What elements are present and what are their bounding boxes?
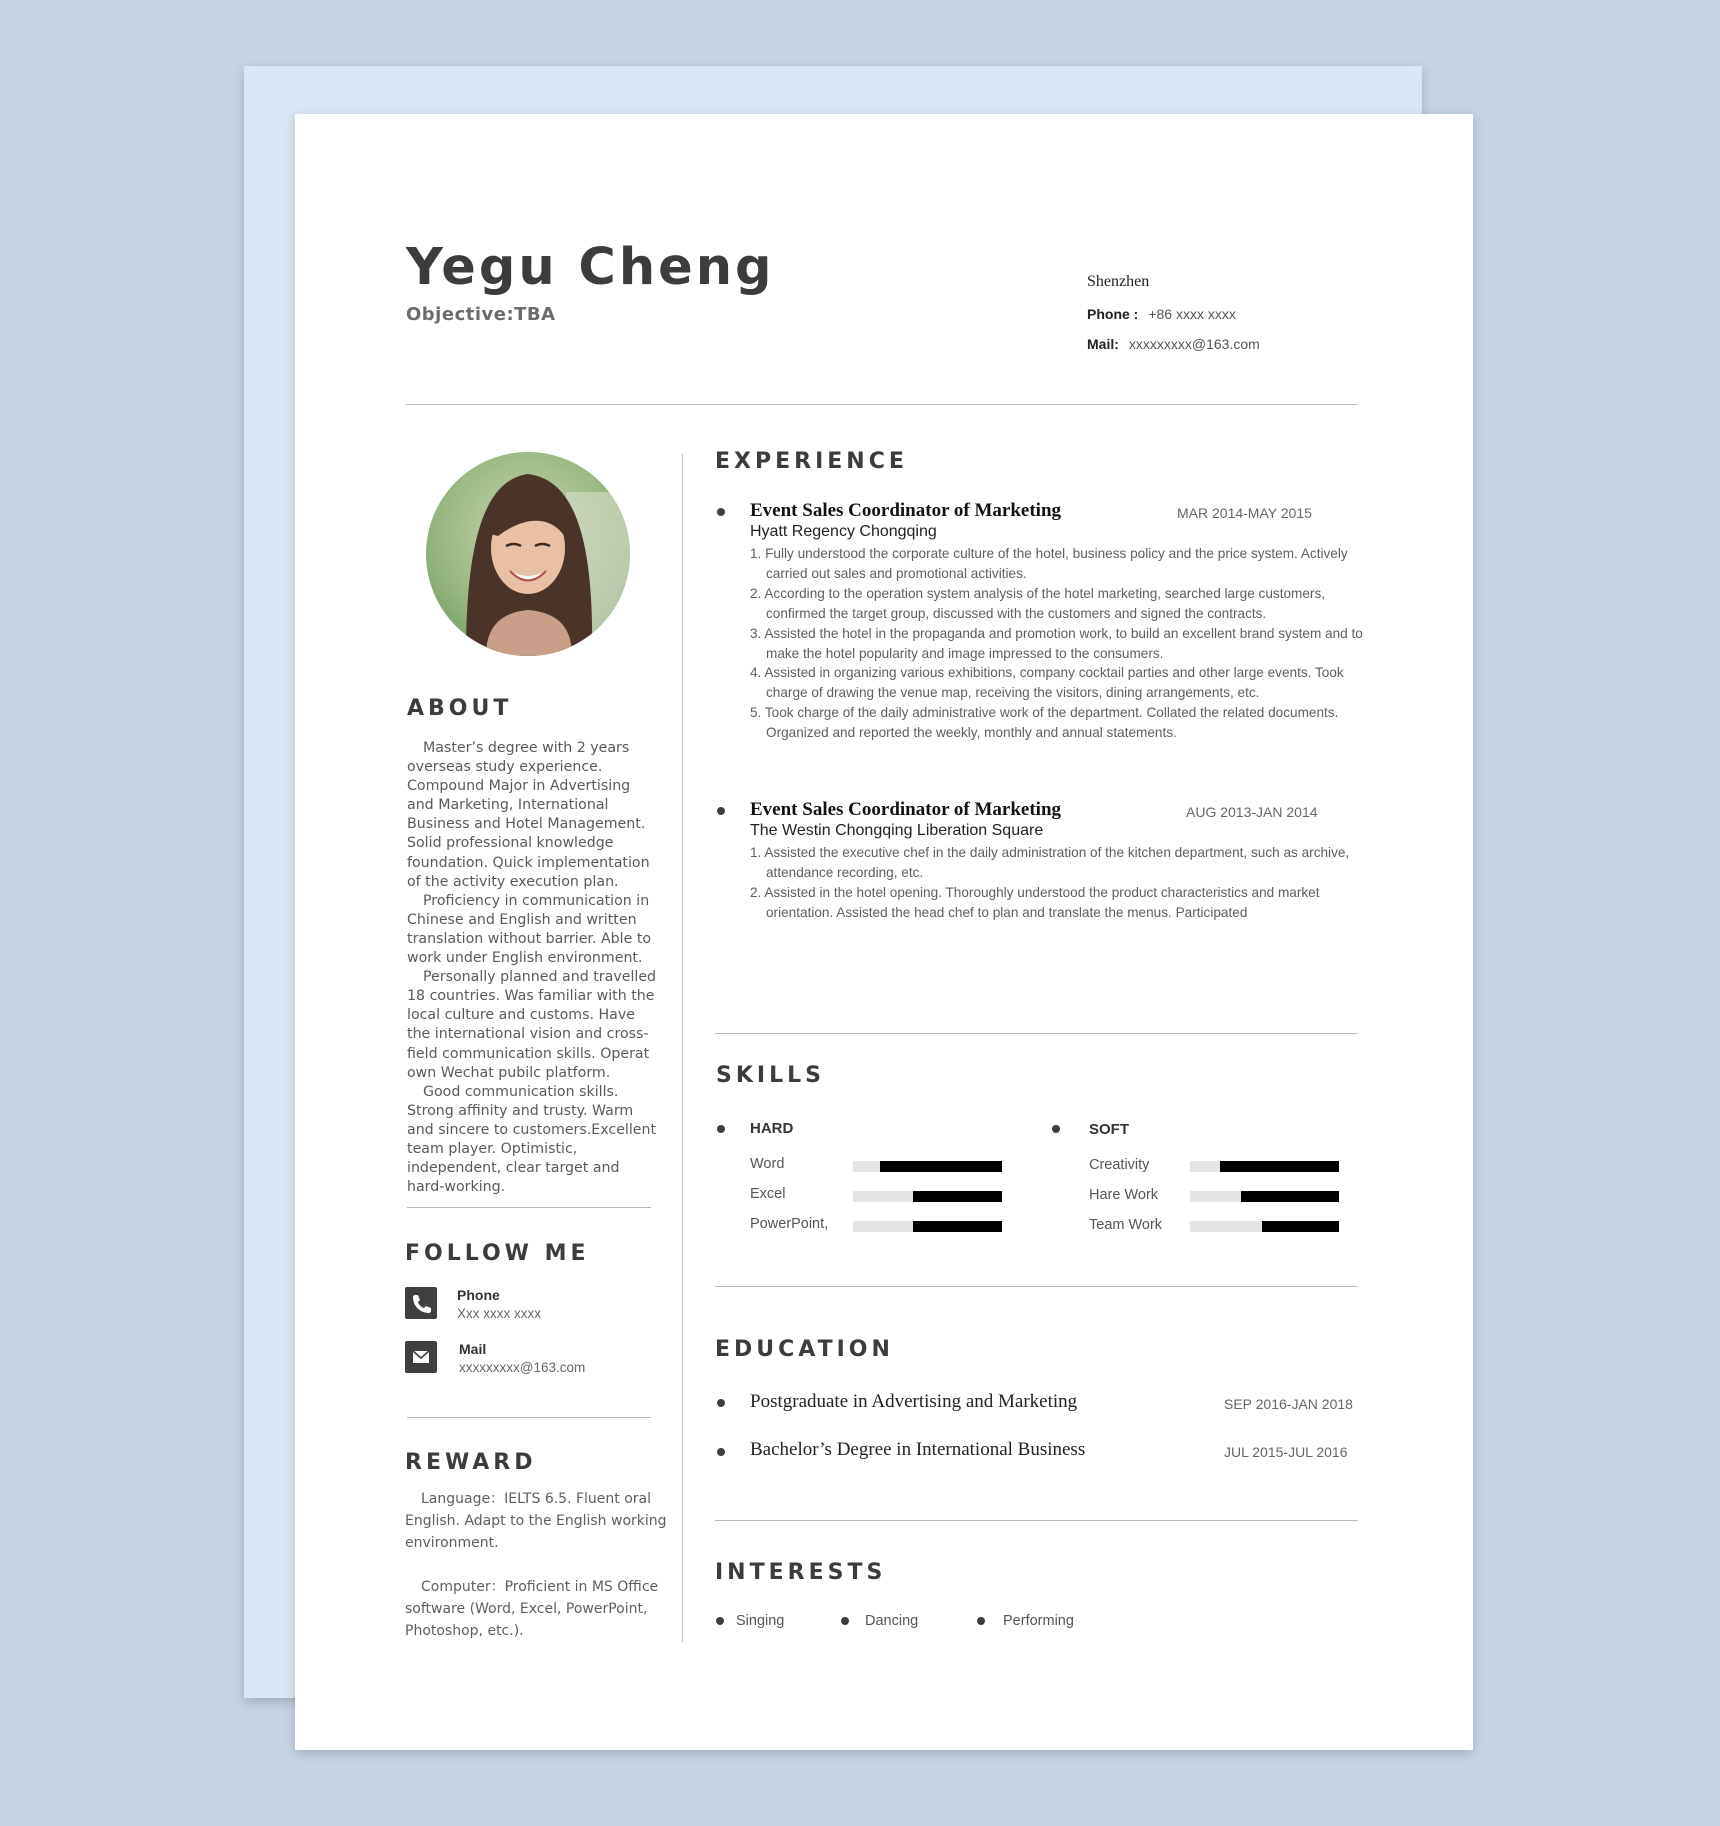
skill-label: Word (750, 1156, 785, 1172)
reward-text (405, 1488, 667, 1664)
left-divider-1 (407, 1207, 651, 1208)
left-divider-2 (407, 1417, 651, 1418)
section-title-about: ABOUT (407, 696, 513, 721)
job-duty: 2. According to the operation system analysis of the hotel marketing, searched large customers, confirmed the target group, discussed with the customers and signed the contracts. (750, 585, 1326, 621)
bullet-icon (717, 1125, 725, 1133)
education-degree: Bachelor’s Degree in International Business (750, 1439, 1086, 1460)
section-title-follow: FOLLOW ME (405, 1241, 590, 1266)
job-duty: 3. Assisted the hotel in the propaganda and promotion work, to build an excellent brand system and to make the hotel popularity and image impressed to the consumers. (750, 625, 1363, 661)
job-duty: 2. Assisted in the hotel opening. Thoroughly understood the product characteristics and market orientation. Assisted the head chef to plan and translate the menus. Participated (750, 884, 1320, 920)
skill-bar (1190, 1161, 1339, 1172)
job-title: Event Sales Coordinator of Marketing (750, 500, 1062, 521)
resume-name: Yegu Cheng (406, 238, 775, 297)
bullet-icon (977, 1617, 985, 1625)
job-date: AUG 2013-JAN 2014 (1186, 804, 1318, 820)
bullet-icon (716, 1617, 724, 1625)
bullet-icon (717, 508, 725, 516)
bullet-icon (717, 807, 725, 815)
section-title-skills: SKILLS (716, 1063, 825, 1088)
interest-item: Performing (1003, 1613, 1074, 1629)
job-title: Event Sales Coordinator of Marketing (750, 799, 1062, 820)
skills-soft-title: SOFT (1089, 1121, 1129, 1138)
education-date: JUL 2015-JUL 2016 (1224, 1444, 1348, 1460)
job-company: The Westin Chongqing Liberation Square (750, 822, 1044, 839)
column-divider (682, 454, 683, 1642)
skill-label: Hare Work (1089, 1187, 1159, 1203)
contact-mail-label: Mail: (1087, 336, 1119, 352)
contact-phone-value: +86 xxxx xxxx (1148, 306, 1236, 322)
objective: Objective:TBA (406, 304, 556, 325)
skill-label: Creativity (1089, 1157, 1150, 1173)
skill-bar-fill (1262, 1221, 1339, 1232)
interest-item: Dancing (865, 1613, 919, 1629)
contact-phone-label: Phone : (1087, 306, 1139, 322)
job-duty: 1. Fully understood the corporate culture of the hotel, business policy and the price system. Actively carried out sales and promotional activities. (750, 546, 1348, 581)
follow-phone-label: Phone (457, 1287, 500, 1303)
skill-label: Team Work (1089, 1217, 1163, 1233)
section-title-experience: EXPERIENCE (715, 449, 908, 474)
section-title-reward: REWARD (405, 1450, 537, 1475)
follow-mail-value: xxxxxxxxx@163.com (459, 1360, 586, 1375)
skill-bar-fill (913, 1191, 1002, 1202)
section-title-education: EDUCATION (715, 1337, 894, 1362)
skill-label: PowerPoint, (750, 1216, 829, 1232)
about-paragraph: Master’s degree with 2 years overseas study experience. Compound Major in Advertising and Marketing, International Business and Hotel Management. Solid professional knowledge foundation. Quick implementation of the activity execution plan. (407, 740, 650, 890)
skills-divider (715, 1286, 1358, 1287)
contact-phone (1087, 306, 1236, 322)
resume-page (295, 114, 1473, 1750)
skill-label: Excel (750, 1186, 786, 1202)
bullet-icon (717, 1399, 725, 1407)
about-paragraph: Good communication skills. Strong affinity and trusty. Warm and sincere to customers.Excellent team player. Optimistic, independent, clear target and hard-working. (407, 1083, 657, 1196)
skill-bar (853, 1221, 1002, 1232)
education-divider (715, 1520, 1358, 1521)
job-duty: 4. Assisted in organizing various exhibitions, company cocktail parties and other large events. Took charge of drawing the venue map, receiving the visitors, dining arrangements, etc. (750, 665, 1344, 701)
mail-icon (405, 1341, 437, 1373)
bullet-icon (1052, 1125, 1060, 1133)
skill-bar-fill (880, 1161, 1002, 1172)
job-date: MAR 2014-MAY 2015 (1177, 505, 1312, 521)
about-paragraph: Proficiency in communication in Chinese and English and written translation without barrier. Able to work under English environment. (407, 892, 652, 967)
education-degree: Postgraduate in Advertising and Marketing (750, 1391, 1078, 1412)
education-date: SEP 2016-JAN 2018 (1224, 1396, 1353, 1412)
job-duty: 1. Assisted the executive chef in the daily administration of the kitchen department, such as archive, attendance recording, etc. (750, 845, 1350, 880)
profile-photo (426, 452, 630, 656)
follow-phone-value: Xxx xxxx xxxx (457, 1306, 542, 1321)
bullet-icon (841, 1617, 849, 1625)
job-duties (750, 544, 1370, 743)
skill-bar-fill (1241, 1191, 1339, 1202)
job-company: Hyatt Regency Chongqing (750, 523, 937, 540)
skill-bar (853, 1161, 1002, 1172)
interest-item: Singing (736, 1613, 785, 1629)
bullet-icon (717, 1448, 725, 1456)
skill-bar (1190, 1221, 1339, 1232)
skill-bar-fill (1220, 1161, 1339, 1172)
skill-bar-fill (913, 1221, 1002, 1232)
skills-hard-title: HARD (750, 1120, 794, 1137)
section-title-interests: INTERESTS (715, 1560, 887, 1585)
about-paragraph: Personally planned and travelled 18 countries. Was familiar with the local culture and customs. Have the international vision and cross-field communication skills. Operat own Wechat pubilc platform. (407, 969, 657, 1081)
reward-paragraph: Computer：Proficient in MS Office software (Word, Excel, PowerPoint, Photoshop, etc.). (405, 1579, 659, 1639)
header-divider (406, 404, 1358, 405)
reward-paragraph: Language：IELTS 6.5. Fluent oral English. Adapt to the English working environment. (405, 1491, 667, 1551)
job-duties (750, 843, 1370, 923)
skill-bar (1190, 1191, 1339, 1202)
about-text (407, 739, 657, 1197)
job-duty: 5. Took charge of the daily administrative work of the department. Collated the related documents. Organized and reported the weekly, monthly and annual statements. (750, 705, 1339, 741)
follow-mail-label: Mail (459, 1341, 487, 1357)
experience-divider (715, 1033, 1358, 1034)
contact-mail (1087, 336, 1260, 352)
contact-city: Shenzhen (1087, 273, 1150, 290)
contact-mail-value: xxxxxxxxx@163.com (1128, 336, 1260, 352)
phone-icon (405, 1287, 437, 1319)
skill-bar (853, 1191, 1002, 1202)
